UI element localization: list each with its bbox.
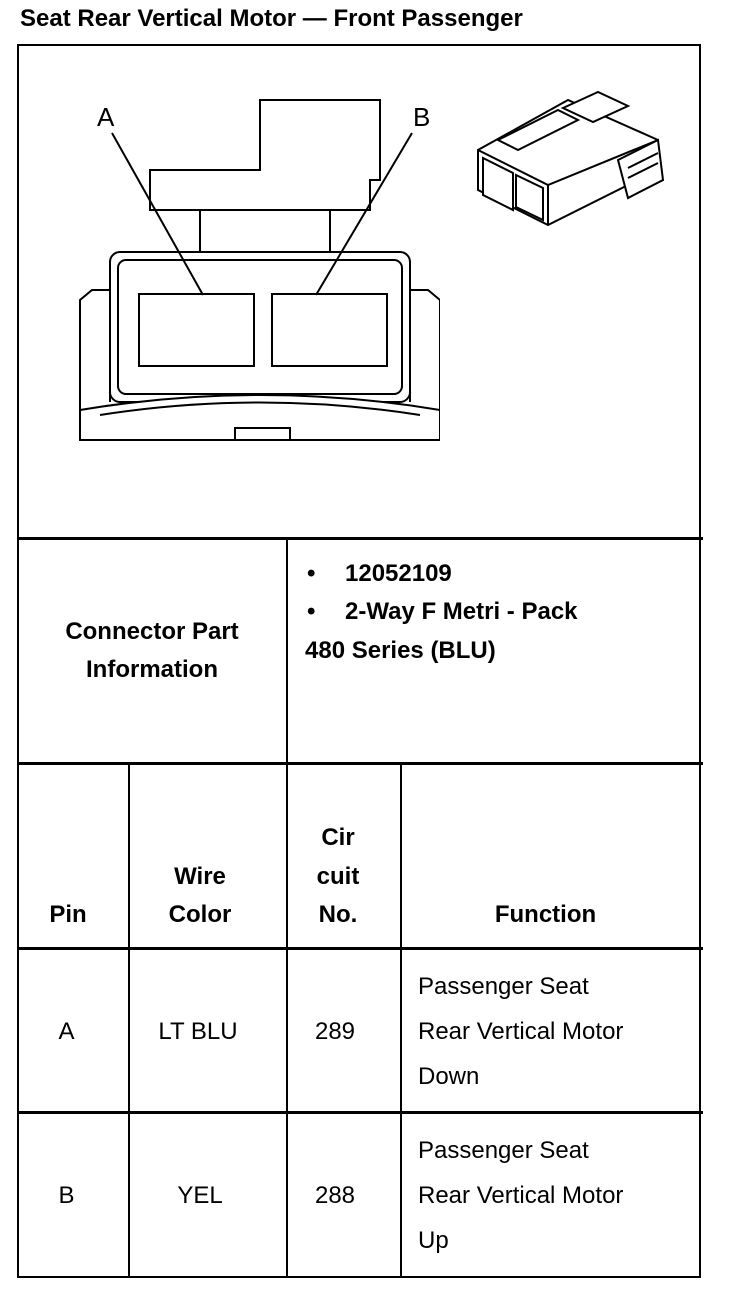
row-b-function-line3: Up bbox=[418, 1227, 449, 1254]
header-pin: Pin bbox=[49, 901, 87, 928]
row-b-circuit: 288 bbox=[314, 1182, 356, 1209]
header-circuit-line2: cuit bbox=[316, 863, 360, 890]
connector-type-line2: 480 Series (BLU) bbox=[305, 637, 496, 664]
header-wire-color-line2: Color bbox=[168, 901, 232, 928]
connector-info-label-line1: Connector Part bbox=[65, 618, 239, 645]
divider-diagram bbox=[17, 537, 703, 540]
row-b-function-line2: Rear Vertical Motor bbox=[418, 1182, 624, 1209]
header-function: Function bbox=[494, 901, 597, 928]
connector-isometric-view bbox=[468, 80, 668, 230]
pin-label-b: B bbox=[413, 102, 431, 132]
header-circuit-line1: Cir bbox=[321, 824, 355, 851]
row-a-wire-color: LT BLU bbox=[158, 1018, 238, 1045]
row-a-pin: A bbox=[58, 1018, 75, 1045]
connector-info-label-line2: Information bbox=[86, 656, 218, 683]
col-divider-circuit bbox=[400, 763, 402, 1278]
row-a-circuit: 289 bbox=[314, 1018, 356, 1045]
divider-header bbox=[17, 947, 703, 950]
connector-face-diagram bbox=[60, 90, 440, 450]
header-wire-color-line1: Wire bbox=[174, 863, 226, 890]
row-b-pin: B bbox=[58, 1182, 75, 1209]
row-a-function-line2: Rear Vertical Motor bbox=[418, 1018, 624, 1045]
pin-label-a: A bbox=[97, 102, 115, 132]
header-circuit-line3: No. bbox=[318, 901, 358, 928]
connector-type-line1: 2-Way F Metri - Pack bbox=[345, 598, 578, 625]
row-b-wire-color: YEL bbox=[177, 1182, 223, 1209]
page-title: Seat Rear Vertical Motor — Front Passenger bbox=[20, 5, 523, 32]
row-a-function-line3: Down bbox=[418, 1063, 480, 1090]
connector-part-number: 12052109 bbox=[345, 560, 452, 587]
bullet-connector-type: • bbox=[307, 598, 316, 625]
divider-info bbox=[17, 762, 703, 765]
row-b-function-line1: Passenger Seat bbox=[418, 1137, 589, 1164]
row-a-function-line1: Passenger Seat bbox=[418, 973, 589, 1000]
bullet-part-number: • bbox=[307, 560, 316, 587]
divider-row bbox=[17, 1111, 703, 1114]
